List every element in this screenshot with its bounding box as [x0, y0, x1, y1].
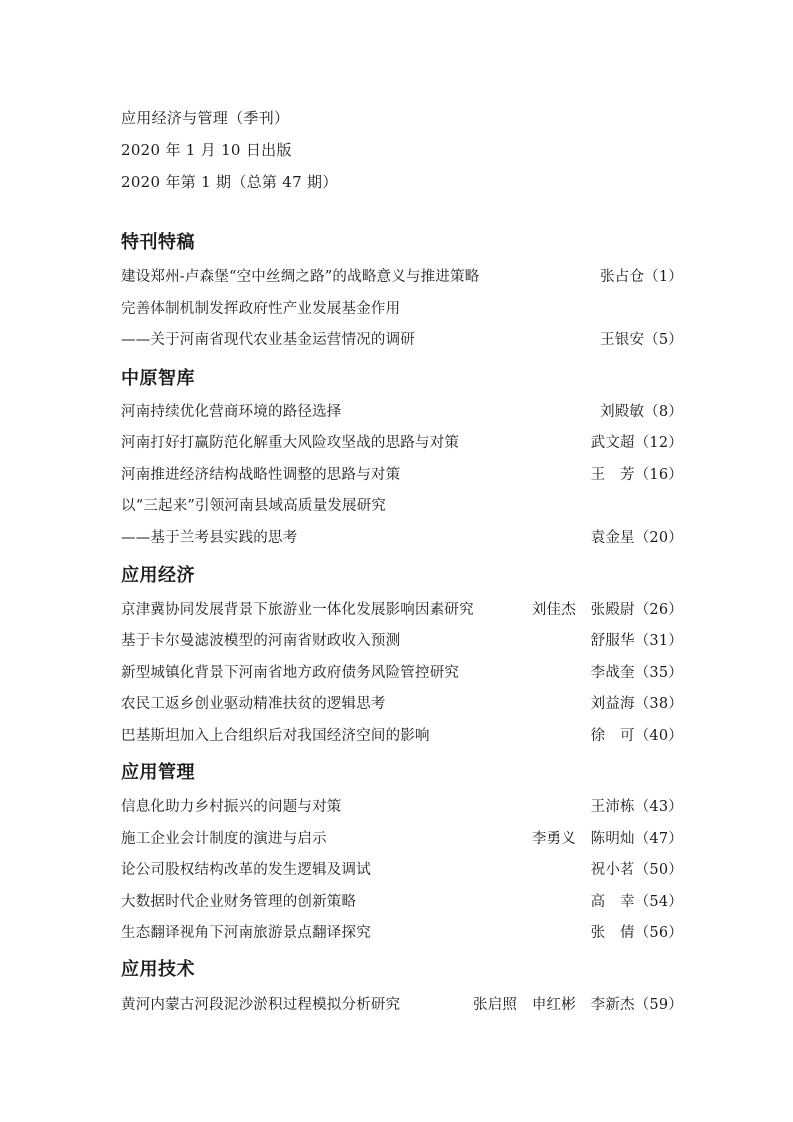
- entry-author: 高 幸: [590, 894, 635, 910]
- toc-entry[interactable]: [121, 828, 683, 850]
- entry-title: 农民工返乡创业驱动精准扶贫的逻辑思考: [121, 696, 386, 712]
- section-heading: 应用管理: [121, 762, 195, 783]
- toc-entry[interactable]: [121, 464, 683, 486]
- entry-author: 武文超: [590, 435, 635, 451]
- toc-entry[interactable]: [121, 298, 683, 320]
- toc-entry[interactable]: [121, 401, 683, 423]
- section-heading: 特刊特稿: [121, 232, 195, 253]
- toc-entry[interactable]: [121, 432, 683, 454]
- entry-page: （35）: [634, 665, 683, 681]
- entry-title: 巴基斯坦加入上合组织后对我国经济空间的影响: [121, 728, 430, 744]
- entry-title: 河南持续优化营商环境的路径选择: [121, 404, 342, 420]
- entry-page: （38）: [634, 696, 683, 712]
- entry-page: （40）: [634, 728, 683, 744]
- entry-author: 李勇义 陈明灿: [531, 831, 635, 847]
- toc-entry[interactable]: [121, 922, 683, 944]
- entry-title: 黄河内蒙古河段泥沙淤积过程模拟分析研究: [121, 997, 401, 1013]
- journal-name: 应用经济与管理（季刊）: [121, 109, 290, 127]
- entry-author: 舒服华: [590, 633, 635, 649]
- entry-title: 新型城镇化背景下河南省地方政府债务风险管控研究: [121, 665, 460, 681]
- section-heading: 应用技术: [121, 959, 195, 980]
- toc-entry[interactable]: [121, 859, 683, 881]
- entry-author: 王银安: [600, 332, 645, 348]
- entry-title: 建设郑州-卢森堡“空中丝绸之路”的战略意义与推进策略: [121, 269, 480, 285]
- entry-author: 袁金星: [590, 530, 635, 546]
- publish-date: 2020 年 1 月 10 日出版: [121, 141, 292, 159]
- entry-author: 刘殿敏: [600, 404, 645, 420]
- issue-number: 2020 年第 1 期（总第 47 期）: [121, 173, 338, 191]
- toc-entry[interactable]: [121, 796, 683, 818]
- entry-title: 以“三起来”引领河南县域高质量发展研究: [121, 498, 387, 514]
- entry-author: 李战奎: [590, 665, 635, 681]
- entry-title: 完善体制机制发挥政府性产业发展基金作用: [121, 301, 401, 317]
- entry-title: ——基于兰考县实践的思考: [121, 530, 298, 546]
- section-heading: 应用经济: [121, 565, 195, 586]
- toc-entry[interactable]: [121, 891, 683, 913]
- entry-page: （1）: [644, 269, 683, 285]
- entry-page: （8）: [644, 404, 683, 420]
- entry-author: 张 倩: [590, 925, 635, 941]
- entry-author: 张启照 申红彬 李新杰: [473, 997, 635, 1013]
- toc-entry[interactable]: [121, 527, 683, 549]
- entry-title: 基于卡尔曼滤波模型的河南省财政收入预测: [121, 633, 401, 649]
- entry-title: 生态翻译视角下河南旅游景点翻译探究: [121, 925, 371, 941]
- entry-page: （31）: [634, 633, 683, 649]
- entry-author: 王 芳: [590, 467, 635, 483]
- entry-author: 王沛栋: [590, 799, 635, 815]
- entry-page: （54）: [634, 894, 683, 910]
- entry-page: （43）: [634, 799, 683, 815]
- toc-entry[interactable]: [121, 725, 683, 747]
- toc-entry[interactable]: [121, 994, 683, 1016]
- entry-title: 论公司股权结构改革的发生逻辑及调试: [121, 862, 371, 878]
- entry-page: （20）: [634, 530, 683, 546]
- entry-page: （16）: [634, 467, 683, 483]
- toc-entry[interactable]: [121, 266, 683, 288]
- entry-author: 刘益海: [590, 696, 635, 712]
- entry-page: （56）: [634, 925, 683, 941]
- entry-page: （50）: [634, 862, 683, 878]
- entry-title: 京津冀协同发展背景下旅游业一体化发展影响因素研究: [121, 602, 474, 618]
- entry-author: 刘佳杰 张殿尉: [531, 602, 635, 618]
- entry-page: （47）: [634, 831, 683, 847]
- entry-title: ——关于河南省现代农业基金运营情况的调研: [121, 332, 415, 348]
- entry-page: （59）: [634, 997, 683, 1013]
- entry-title: 河南打好打赢防范化解重大风险攻坚战的思路与对策: [121, 435, 460, 451]
- entry-page: （5）: [644, 332, 683, 348]
- entry-title: 施工企业会计制度的演进与启示: [121, 831, 327, 847]
- entry-title: 河南推进经济结构战略性调整的思路与对策: [121, 467, 401, 483]
- toc-entry[interactable]: [121, 329, 683, 351]
- entry-page: （12）: [634, 435, 683, 451]
- entry-author: 徐 可: [590, 728, 635, 744]
- entry-page: （26）: [634, 602, 683, 618]
- section-heading: 中原智库: [121, 368, 195, 389]
- entry-title: 信息化助力乡村振兴的问题与对策: [121, 799, 342, 815]
- toc-entry[interactable]: [121, 630, 683, 652]
- entry-title: 大数据时代企业财务管理的创新策略: [121, 894, 357, 910]
- entry-author: 张占仓: [600, 269, 645, 285]
- toc-entry[interactable]: [121, 599, 683, 621]
- toc-entry[interactable]: [121, 662, 683, 684]
- toc-entry[interactable]: [121, 693, 683, 715]
- entry-author: 祝小茗: [590, 862, 635, 878]
- toc-entry[interactable]: [121, 495, 683, 517]
